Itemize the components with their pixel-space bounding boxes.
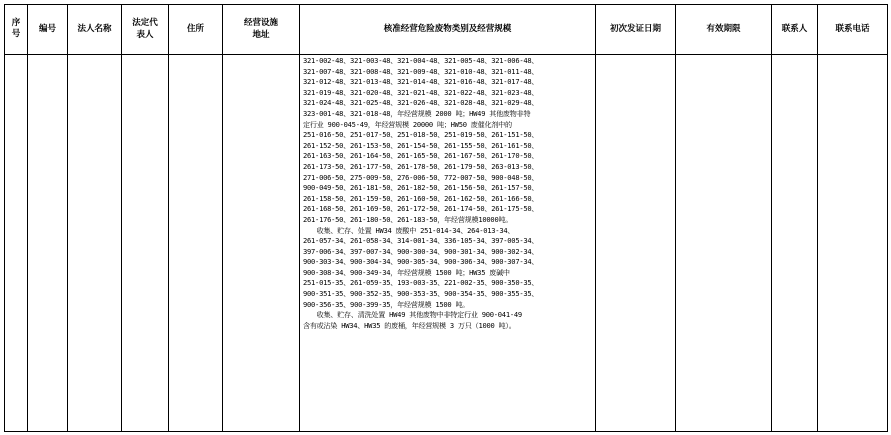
scope-line: 900-308-34、900-349-34，年经营规模 1500 吨；HW35 废碱中 bbox=[303, 267, 510, 277]
cell-code bbox=[28, 55, 68, 432]
scope-line: 251-015-35、261-059-35、193-003-35、221-002-35、900-350-35、 bbox=[303, 278, 539, 288]
cell-address bbox=[169, 55, 223, 432]
cell-issue-date bbox=[596, 55, 676, 432]
cell-legal-name bbox=[68, 55, 122, 432]
scope-line: 261-163-50、261-164-50、261-165-50、261-167-50、261-170-50、 bbox=[303, 151, 539, 161]
header-row bbox=[5, 5, 888, 55]
scope-line: 261-158-50、261-159-50、261-160-50、261-162-50、261-166-50、 bbox=[303, 193, 539, 203]
scope-line: 261-176-50、261-180-50、261-183-50，年经营规模10000吨。 bbox=[303, 214, 513, 224]
cell-seq bbox=[5, 55, 28, 432]
cell-phone bbox=[818, 55, 888, 432]
scope-line: 收集、贮存、清洗处置 HW49 其他废物中非特定行业 900-041-49 bbox=[303, 310, 522, 320]
scope-line: 900-356-35、900-399-35，年经营规模 1500 吨。 bbox=[303, 299, 470, 309]
header-validity: 有效期限 bbox=[676, 5, 772, 55]
cell-validity bbox=[676, 55, 772, 432]
header-legal-rep: 法定代表人 bbox=[122, 5, 169, 55]
cell-contact bbox=[772, 55, 818, 432]
scope-line: 收集、贮存、处置 HW34 废酸中 251-014-34、264-013-34、 bbox=[303, 225, 515, 235]
header-contact: 联系人 bbox=[772, 5, 818, 55]
scope-line: 定行业 900-045-49，年经营规模 20000 吨；HW50 废催化剂中的 bbox=[303, 119, 512, 129]
scope-line: 321-019-48、321-020-48、321-021-48、321-022-48、321-023-48、 bbox=[303, 87, 539, 97]
scope-line: 900-351-35、900-352-35、900-353-35、900-354-35、900-355-35、 bbox=[303, 289, 539, 299]
scope-line: 397-006-34、397-007-34、900-300-34、900-301-34、900-302-34、 bbox=[303, 246, 539, 256]
header-phone: 联系电话 bbox=[818, 5, 888, 55]
header-legal-name: 法人名称 bbox=[68, 5, 122, 55]
scope-line: 261-057-34、261-058-34、314-001-34、336-105-34、397-005-34、 bbox=[303, 236, 539, 246]
scope-line: 261-173-50、261-177-50、261-178-50、261-179-50、263-013-50、 bbox=[303, 161, 539, 171]
scope-line: 321-012-48、321-013-48、321-014-48、321-016-48、321-017-48、 bbox=[303, 77, 539, 87]
scope-line: 261-152-50、261-153-50、261-154-50、261-155-50、261-161-50、 bbox=[303, 140, 539, 150]
scope-line: 321-007-48、321-008-48、321-009-48、321-010-48、321-011-48、 bbox=[303, 66, 539, 76]
cell-facility-address bbox=[223, 55, 300, 432]
header-issue-date: 初次发证日期 bbox=[596, 5, 676, 55]
scope-line: 271-006-50、275-009-50、276-006-50、772-007-50、900-048-50、 bbox=[303, 172, 539, 182]
scope-line: 900-049-50、261-181-50、261-182-50、261-156-50、261-157-50、 bbox=[303, 183, 539, 193]
hazardous-waste-license-table bbox=[4, 4, 888, 432]
header-scope: 核准经营危险废物类别及经营规模 bbox=[300, 5, 596, 55]
scope-line: 321-024-48、321-025-48、321-026-48、321-028-48、321-029-48、 bbox=[303, 98, 539, 108]
scope-line: 321-002-48、321-003-48、321-004-48、321-005-48、321-006-48、 bbox=[303, 56, 539, 65]
scope-line: 251-016-50、251-017-50、251-018-50、251-019-50、261-151-50、 bbox=[303, 130, 539, 140]
header-seq: 序号 bbox=[5, 5, 28, 55]
scope-line: 900-303-34、900-304-34、900-305-34、900-306-34、900-307-34、 bbox=[303, 257, 539, 267]
scope-text bbox=[300, 55, 595, 331]
header-facility-address: 经营设施地址 bbox=[223, 5, 300, 55]
scope-line: 323-001-48、321-018-48，年经营规模 2000 吨；HW49 其他废物非特 bbox=[303, 108, 531, 118]
scope-line: 含有或沾染 HW34、HW35 的废桶，年经营规模 3 万只（1000 吨）。 bbox=[303, 320, 516, 330]
header-address: 住所 bbox=[169, 5, 223, 55]
header-code: 编号 bbox=[28, 5, 68, 55]
table-row bbox=[5, 55, 888, 432]
scope-line: 261-168-50、261-169-50、261-172-50、261-174-50、261-175-50、 bbox=[303, 204, 539, 214]
cell-scope bbox=[300, 55, 596, 432]
cell-legal-rep bbox=[122, 55, 169, 432]
